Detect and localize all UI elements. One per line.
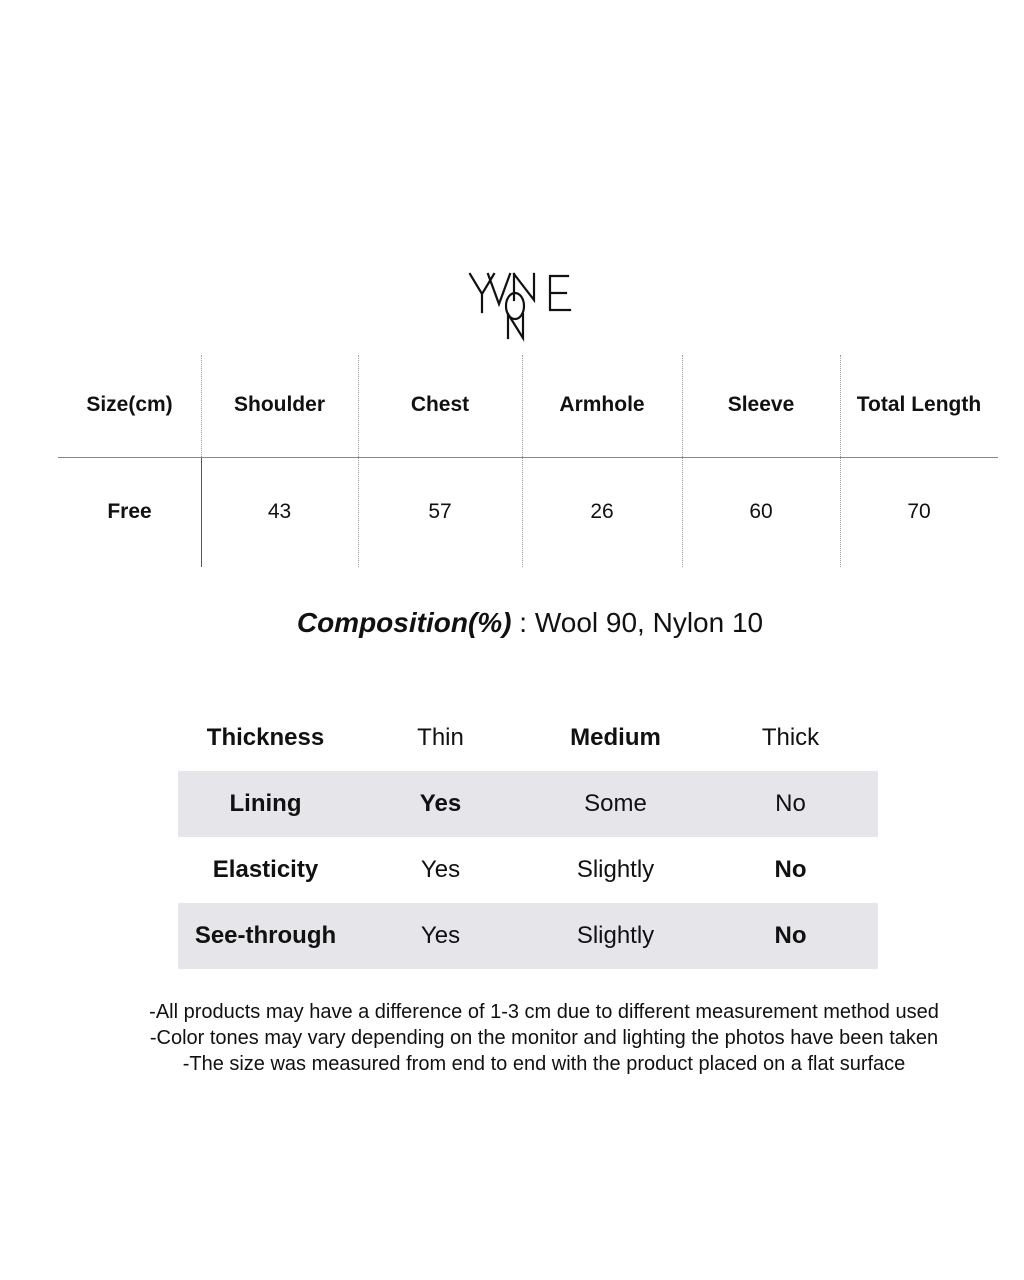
note-line: -All products may have a difference of 1-3 cm due to different measurement method used — [149, 1001, 939, 1023]
property-option-selected: Yes — [419, 790, 462, 817]
property-option: Slightly — [576, 856, 655, 883]
property-row-elasticity — [178, 837, 878, 903]
property-row-lining — [178, 771, 878, 837]
size-header: Size(cm) — [86, 393, 173, 416]
total-length-value: 70 — [907, 500, 931, 523]
property-label: Elasticity — [212, 856, 319, 883]
fabric-properties-table — [178, 705, 878, 969]
composition-separator: : — [511, 607, 535, 638]
header-divider — [58, 457, 998, 458]
composition-line — [0, 607, 1024, 639]
property-option: Slightly — [576, 922, 655, 949]
column-divider — [682, 355, 683, 567]
property-option-selected: No — [774, 856, 807, 883]
size-value: Free — [107, 500, 152, 523]
composition-label: Composition(%) — [296, 607, 512, 638]
property-option: Yes — [420, 856, 461, 883]
sleeve-value: 60 — [749, 500, 773, 523]
property-row-thickness — [178, 705, 878, 771]
property-label: Thickness — [206, 724, 325, 751]
property-option: Some — [584, 790, 647, 817]
property-label: See-through — [194, 922, 337, 949]
composition-value: Wool 90, Nylon 10 — [534, 607, 764, 638]
property-option: Thin — [417, 724, 464, 751]
property-option-selected: No — [774, 922, 807, 949]
shoulder-header: Shoulder — [233, 393, 325, 416]
chest-value: 57 — [428, 500, 452, 523]
note-line: -Color tones may vary depending on the monitor and lighting the photos have been taken — [149, 1027, 939, 1049]
property-row-see-through — [178, 903, 878, 969]
column-divider — [840, 355, 841, 567]
notes — [0, 999, 1024, 1077]
note-line: -The size was measured from end to end with the product placed on a flat surface — [182, 1053, 906, 1075]
chest-header: Chest — [410, 393, 470, 416]
total-length-header: Total Length — [856, 393, 982, 416]
armhole-value: 26 — [590, 500, 614, 523]
property-option-selected: Medium — [570, 724, 661, 751]
property-label: Lining — [229, 790, 302, 817]
property-option: No — [775, 790, 806, 817]
brand-logo — [468, 262, 592, 342]
brand-logo-mark — [468, 262, 592, 342]
column-divider — [358, 355, 359, 567]
property-option: Thick — [761, 724, 820, 751]
armhole-header: Armhole — [559, 393, 645, 416]
sleeve-header: Sleeve — [727, 393, 795, 416]
size-table — [58, 355, 998, 567]
shoulder-value: 43 — [267, 500, 292, 523]
column-divider — [522, 355, 523, 567]
property-option: Yes — [420, 922, 461, 949]
